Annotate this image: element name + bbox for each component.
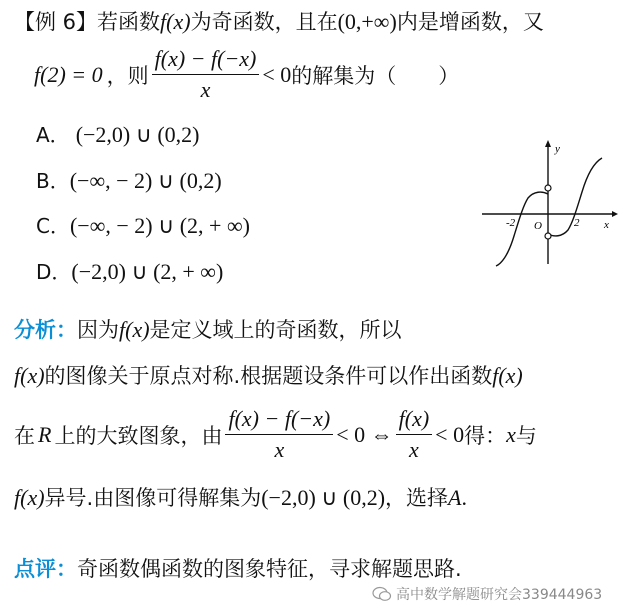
analysis-text: 得：: [464, 423, 507, 448]
variable-x: x: [506, 421, 516, 447]
option-d: [36, 256, 223, 285]
y-axis-label: y: [555, 143, 560, 155]
period: .: [461, 485, 467, 510]
watermark-text: 高中数学解题研究会339444963: [396, 587, 603, 603]
option-letter: A．: [36, 123, 70, 147]
problem-odd-text: 为奇函数，且在: [190, 10, 338, 34]
analysis-text: 在: [14, 423, 35, 448]
function-graph: [478, 138, 618, 268]
tick-label-neg2: -2: [506, 217, 516, 229]
comment-text: 奇函数偶函数的图象特征，寻求解题思路.: [77, 557, 462, 581]
fraction-denominator: x: [274, 437, 285, 462]
origin-label: O: [534, 220, 542, 232]
interval: (0,+∞): [337, 9, 397, 34]
analysis-text: 是定义域上的奇函数，所以: [149, 318, 402, 342]
analysis-line-4: [14, 482, 467, 512]
fraction-denominator: x: [409, 437, 419, 462]
example-label: 【例 6】: [14, 10, 98, 34]
analysis-fx: f(x): [14, 363, 45, 388]
given-condition: f(2) = 0: [34, 61, 103, 87]
option-c: [36, 210, 250, 239]
analysis-label: 分析：: [14, 318, 77, 342]
tick-label-2: 2: [574, 217, 580, 229]
option-a: [36, 119, 200, 148]
question-ask: 的解集为（ ）: [291, 63, 460, 88]
analysis-text: 上的大致图象，由: [54, 423, 223, 448]
option-expr: (−∞, − 2) ∪ (0,2): [69, 168, 222, 193]
then-text: ，则: [106, 63, 149, 88]
fraction-denominator: x: [200, 77, 211, 102]
analysis-text: 因为: [77, 318, 119, 342]
fraction-numerator: f(x) − f(−x): [228, 406, 331, 431]
open-point-lower: [545, 233, 551, 239]
analysis-fx: f(x): [492, 363, 523, 388]
analysis-text: ，选择: [385, 486, 449, 510]
option-expr: (−2,0) ∪ (0,2): [75, 122, 200, 147]
set-R: R: [38, 421, 52, 447]
option-expr: (−2,0) ∪ (2, + ∞): [71, 259, 224, 284]
less-than-zero: < 0: [435, 421, 465, 447]
equivalence-relation: < 0 ⇔: [336, 421, 393, 447]
problem-intro: 若函数: [97, 10, 161, 34]
analysis-line-2: [14, 360, 523, 390]
option-letter: D．: [36, 260, 72, 284]
less-than-zero: < 0: [262, 61, 292, 87]
fraction-numerator: f(x) − f(−x): [154, 46, 257, 71]
problem-line-1: [14, 6, 544, 36]
answer-letter: A: [448, 485, 462, 510]
option-expr: (−∞, − 2) ∪ (2, + ∞): [69, 213, 250, 238]
option-letter: B．: [36, 169, 70, 193]
comment-line: [14, 553, 462, 583]
analysis-fx: f(x): [119, 317, 150, 342]
analysis-line-3: [14, 406, 537, 463]
comment-label: 点评：: [14, 557, 77, 581]
watermark: [372, 584, 602, 604]
open-point-upper: [545, 185, 551, 191]
function-fx: f(x): [160, 9, 191, 34]
analysis-fraction-1: [225, 406, 333, 463]
analysis-text: 异号.由图像可得解集为: [44, 486, 262, 510]
wechat-icon: [372, 586, 392, 602]
fraction-numerator: f(x): [398, 406, 430, 431]
y-axis-arrow: [545, 140, 551, 147]
x-axis-arrow: [612, 211, 618, 217]
solution-set: (−2,0) ∪ (0,2): [261, 485, 386, 510]
problem-fraction: [152, 46, 260, 103]
problem-line1-end: 内是增函数，又: [396, 10, 544, 34]
analysis-fraction-2: [396, 406, 433, 463]
option-letter: C．: [36, 214, 70, 238]
analysis-text: 与: [515, 423, 537, 448]
analysis-fx: f(x): [14, 485, 45, 510]
analysis-text: 的图像关于原点对称.根据题设条件可以作出函数: [44, 364, 493, 388]
analysis-line-1: [14, 314, 402, 344]
problem-line-2: [34, 46, 459, 103]
x-axis-label: x: [604, 219, 609, 231]
option-b: [36, 165, 222, 194]
